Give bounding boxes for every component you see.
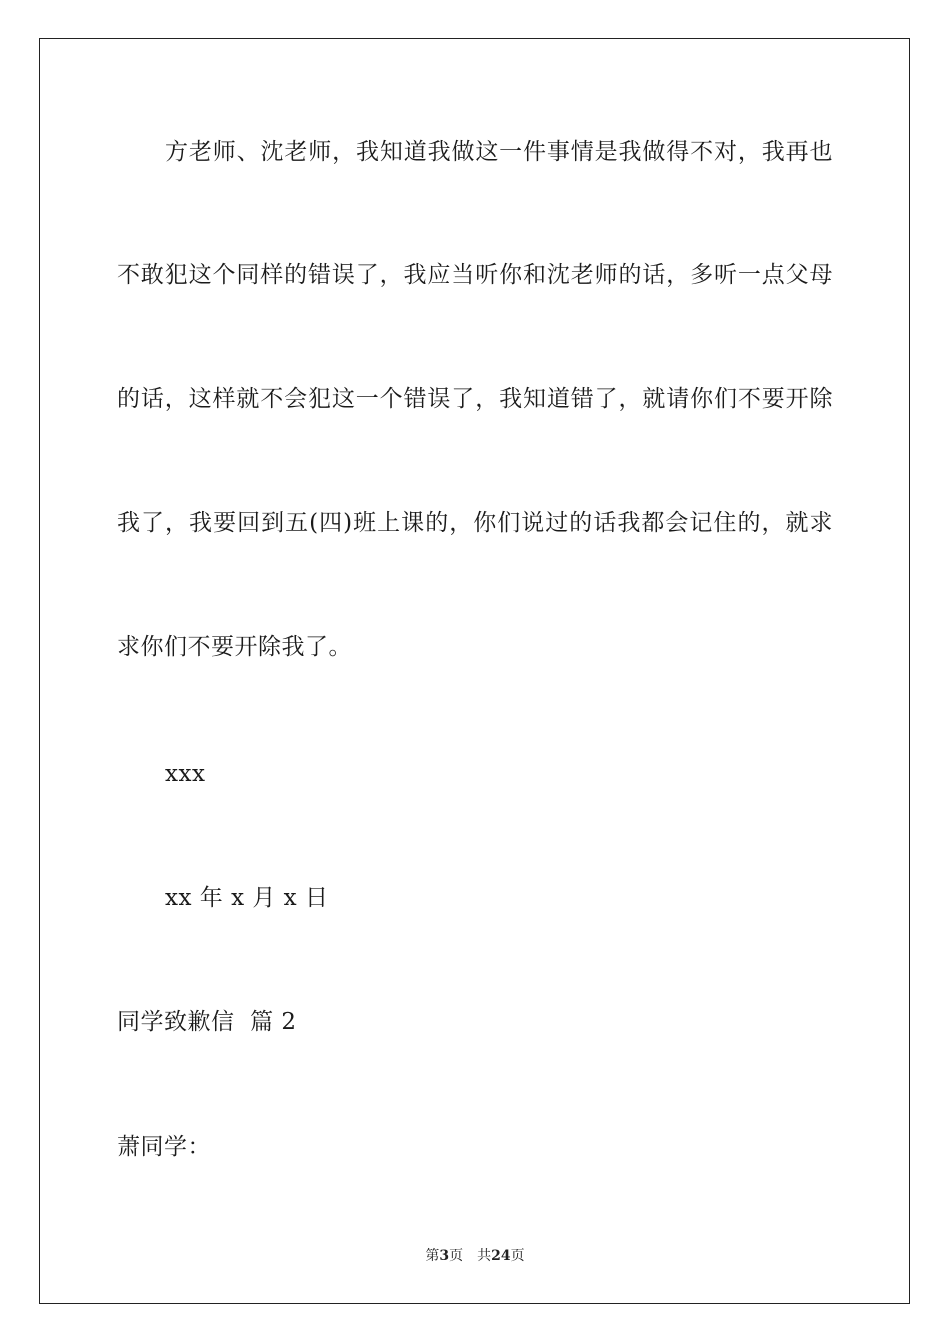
body-line-3: 的话，这样就不会犯这一个错误了，我知道错了，就请你们不要开除	[117, 386, 833, 412]
footer-total-suffix: 页	[510, 1248, 525, 1264]
body-line-4: 我了，我要回到五(四)班上课的，你们说过的话我都会记住的，就求	[117, 510, 833, 536]
body-line-2: 不敢犯这个同样的错误了，我应当听你和沈老师的话，多听一点父母	[117, 262, 833, 288]
date-line: xx 年 x 月 x 日	[165, 885, 329, 911]
body-line-5: 求你们不要开除我了。	[117, 634, 352, 660]
section-title: 同学致歉信 篇 2	[117, 1009, 297, 1035]
signature: xxx	[165, 761, 206, 787]
page-footer	[0, 1247, 950, 1265]
salutation: 萧同学：	[117, 1134, 211, 1160]
footer-total-pages: 24	[491, 1248, 511, 1264]
footer-page-suffix: 页	[449, 1248, 464, 1264]
footer-total-prefix: 共	[477, 1248, 492, 1264]
page-border	[39, 38, 910, 1304]
body-line-1: 方老师、沈老师，我知道我做这一件事情是我做得不对，我再也	[165, 139, 833, 165]
footer-page-number: 3	[439, 1248, 450, 1264]
footer-page-prefix: 第	[425, 1248, 440, 1264]
